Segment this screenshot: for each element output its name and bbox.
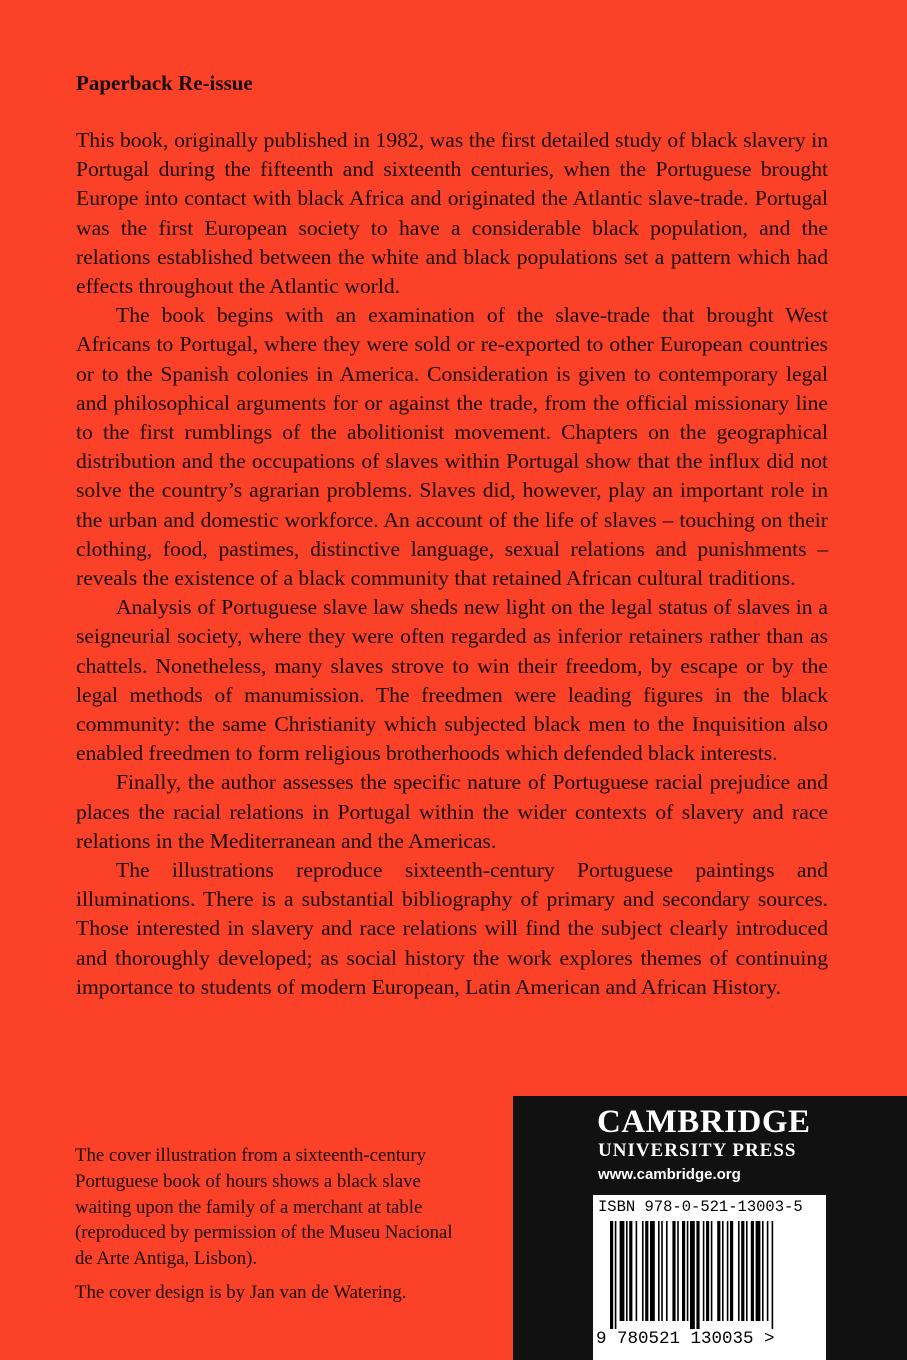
description-text [76, 126, 828, 1002]
cover-illustration-credit: The cover illustration from a sixteenth-century Portuguese book of hours shows a black slave waiting upon the family of a merchant at table (reproduced by permission of the Museu Nacional de Arte Antiga, Lisbon). [75, 1145, 453, 1270]
paragraph-2: The book begins with an examination of the slave-trade that brought West Africans to Portugal, where they were sold or re-exported to other European countries or to the Spanish colonies in America. Consideration is given to contemporary legal and philosophical arguments for or against the trade, from the official missionary line to the first rumblings of the abolitionist movement. Chapters on the geographical distribution and the occupations of slaves within Portugal show that the influx did not solve the country’s agrarian problems. Slaves did, however, play an important role in the urban and domestic workforce. An account of the life of slaves – touching on their clothing, food, pastimes, distinctive language, sexual relations and punishments – reveals the existence of a black community that retained African cultural traditions. [76, 303, 828, 591]
cover-design-credit: The cover design is by Jan van de Watering. [75, 1281, 407, 1303]
paragraph-1: This book, originally published in 1982, was the first detailed study of black slavery in Portugal during the fifteenth and sixteenth centuries, when the Portuguese brought Europe into contact with black Africa and originated the Atlantic slave-trade. Portugal was the first European society to have a considerable black population, and the relations established between the white and black populations set a pattern which had effects throughout the Atlantic world. [76, 128, 828, 299]
paragraph-5: The illustrations reproduce sixteenth-century Portuguese paintings and illuminations. There is a substantial bibliography of primary and secondary sources. Those interested in slavery and race relations will find the subject clearly introduced and thoroughly developed; as social history the work explores themes of continuing importance to students of modern European, Latin American and African History. [76, 858, 828, 999]
publisher-logo: CAMBRIDGE [597, 1104, 811, 1140]
cover-credits [75, 1143, 475, 1306]
publisher-subtitle: UNIVERSITY PRESS [598, 1140, 797, 1161]
barcode-panel [593, 1195, 826, 1360]
paragraph-3: Analysis of Portuguese slave law sheds new light on the legal status of slaves in a seigneurial society, where they were often regarded as inferior retainers rather than as chattels. Nonetheless, many slaves strove to win their freedom, by escape or by the legal methods of manumission. The freedmen were leading figures in the black community: the same Christianity which subjected black men to the Inquisition also enabled freedmen to form religious brotherhoods which defended black interests. [76, 595, 828, 766]
section-heading: Paperback Re-issue [76, 71, 253, 95]
isbn-label: ISBN 978-0-521-13003-5 [598, 1198, 803, 1216]
barcode-graphic [593, 1221, 826, 1331]
paragraph-4: Finally, the author assesses the specific nature of Portuguese racial prejudice and places the racial relations in Portugal within the wider contexts of slavery and race relations in the Mediterranean and the Americas. [76, 770, 828, 853]
publisher-box [513, 1096, 907, 1360]
barcode-digits: 9 780521 130035 > [596, 1329, 775, 1349]
publisher-website: www.cambridge.org [598, 1166, 741, 1183]
